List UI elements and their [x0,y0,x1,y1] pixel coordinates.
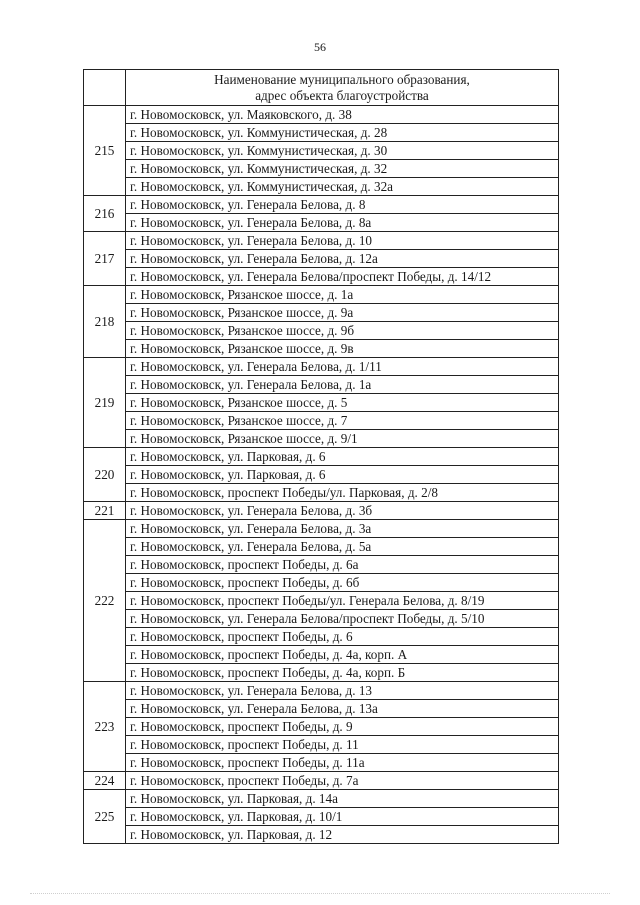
table-row [84,484,559,502]
address-cell: г. Новомосковск, ул. Маяковского, д. 38 [126,106,559,124]
address-cell: г. Новомосковск, проспект Победы, д. 4а, корп. А [126,646,559,664]
address-cell: г. Новомосковск, ул. Коммунистическая, д. 32 [126,160,559,178]
row-number: 215 [84,106,126,196]
address-cell: г. Новомосковск, ул. Генерала Белова, д. 13 [126,682,559,700]
table-row [84,502,559,520]
address-cell: г. Новомосковск, проспект Победы, д. 9 [126,718,559,736]
address-cell: г. Новомосковск, ул. Генерала Белова, д. 5а [126,538,559,556]
address-cell: г. Новомосковск, ул. Коммунистическая, д. 32а [126,178,559,196]
address-cell: г. Новомосковск, ул. Генерала Белова, д. 3а [126,520,559,538]
address-cell: г. Новомосковск, ул. Парковая, д. 6 [126,448,559,466]
table-row [84,250,559,268]
table-row [84,124,559,142]
header-line-1: Наименование муниципального образования, [214,71,470,87]
address-cell: г. Новомосковск, Рязанское шоссе, д. 9а [126,304,559,322]
table-row [84,682,559,700]
table-row [84,160,559,178]
address-cell: г. Новомосковск, ул. Парковая, д. 10/1 [126,808,559,826]
table-row [84,826,559,844]
address-cell: г. Новомосковск, проспект Победы, д. 7а [126,772,559,790]
row-number: 225 [84,790,126,844]
address-cell: г. Новомосковск, Рязанское шоссе, д. 7 [126,412,559,430]
address-cell: г. Новомосковск, ул. Генерала Белова, д. 12а [126,250,559,268]
table-row [84,268,559,286]
table-row [84,700,559,718]
table-body [84,106,559,844]
address-cell: г. Новомосковск, ул. Генерала Белова/проспект Победы, д. 5/10 [126,610,559,628]
address-cell: г. Новомосковск, ул. Генерала Белова, д. 1/11 [126,358,559,376]
table-row [84,430,559,448]
table-row [84,754,559,772]
header-line-2: адрес объекта благоустройства [255,87,429,103]
table-row [84,466,559,484]
row-number: 217 [84,232,126,286]
table-row [84,628,559,646]
scan-artifact-line [30,893,610,895]
table-row [84,556,559,574]
table-row [84,646,559,664]
table-row [84,232,559,250]
address-cell: г. Новомосковск, проспект Победы/ул. Генерала Белова, д. 8/19 [126,592,559,610]
header-number-cell [84,70,126,106]
address-cell: г. Новомосковск, ул. Коммунистическая, д. 30 [126,142,559,160]
table-row [84,538,559,556]
table-row [84,196,559,214]
table-row [84,520,559,538]
address-cell: г. Новомосковск, ул. Генерала Белова, д. 8а [126,214,559,232]
address-table [83,69,559,844]
page-number: 56 [314,40,326,54]
table-row [84,448,559,466]
address-cell: г. Новомосковск, ул. Коммунистическая, д. 28 [126,124,559,142]
table-row [84,592,559,610]
address-cell: г. Новомосковск, проспект Победы, д. 6 [126,628,559,646]
address-cell: г. Новомосковск, ул. Генерала Белова, д. 8 [126,196,559,214]
address-cell: г. Новомосковск, ул. Генерала Белова, д. 1а [126,376,559,394]
address-cell: г. Новомосковск, Рязанское шоссе, д. 9/1 [126,430,559,448]
table-row [84,610,559,628]
header-title-cell [126,70,559,106]
table-row [84,322,559,340]
row-number: 219 [84,358,126,448]
row-number: 220 [84,448,126,502]
address-cell: г. Новомосковск, проспект Победы, д. 11а [126,754,559,772]
table-row [84,736,559,754]
address-cell: г. Новомосковск, проспект Победы, д. 4а, корп. Б [126,664,559,682]
address-cell: г. Новомосковск, проспект Победы/ул. Парковая, д. 2/8 [126,484,559,502]
address-cell: г. Новомосковск, проспект Победы, д. 11 [126,736,559,754]
table-row [84,286,559,304]
address-cell: г. Новомосковск, проспект Победы, д. 6б [126,574,559,592]
address-cell: г. Новомосковск, ул. Генерала Белова, д. 10 [126,232,559,250]
table-row [84,412,559,430]
address-cell: г. Новомосковск, ул. Генерала Белова, д. 3б [126,502,559,520]
address-cell: г. Новомосковск, ул. Парковая, д. 14а [126,790,559,808]
table-row [84,214,559,232]
address-cell: г. Новомосковск, Рязанское шоссе, д. 9б [126,322,559,340]
table-row [84,574,559,592]
table-row [84,106,559,124]
address-cell: г. Новомосковск, Рязанское шоссе, д. 9в [126,340,559,358]
table-row [84,142,559,160]
table-row [84,772,559,790]
table-row [84,394,559,412]
address-cell: г. Новомосковск, Рязанское шоссе, д. 1а [126,286,559,304]
table-row [84,178,559,196]
table-row [84,376,559,394]
address-cell: г. Новомосковск, проспект Победы, д. 6а [126,556,559,574]
row-number: 218 [84,286,126,358]
address-cell: г. Новомосковск, ул. Парковая, д. 12 [126,826,559,844]
row-number: 222 [84,520,126,682]
row-number: 223 [84,682,126,772]
table-header-row [84,70,559,106]
row-number: 224 [84,772,126,790]
table-row [84,664,559,682]
row-number: 221 [84,502,126,520]
table-row [84,304,559,322]
table-row [84,808,559,826]
table-row [84,340,559,358]
table-row [84,718,559,736]
table-row [84,790,559,808]
table-row [84,358,559,376]
address-cell: г. Новомосковск, ул. Генерала Белова, д. 13а [126,700,559,718]
row-number: 216 [84,196,126,232]
address-cell: г. Новомосковск, Рязанское шоссе, д. 5 [126,394,559,412]
address-cell: г. Новомосковск, ул. Генерала Белова/проспект Победы, д. 14/12 [126,268,559,286]
address-cell: г. Новомосковск, ул. Парковая, д. 6 [126,466,559,484]
